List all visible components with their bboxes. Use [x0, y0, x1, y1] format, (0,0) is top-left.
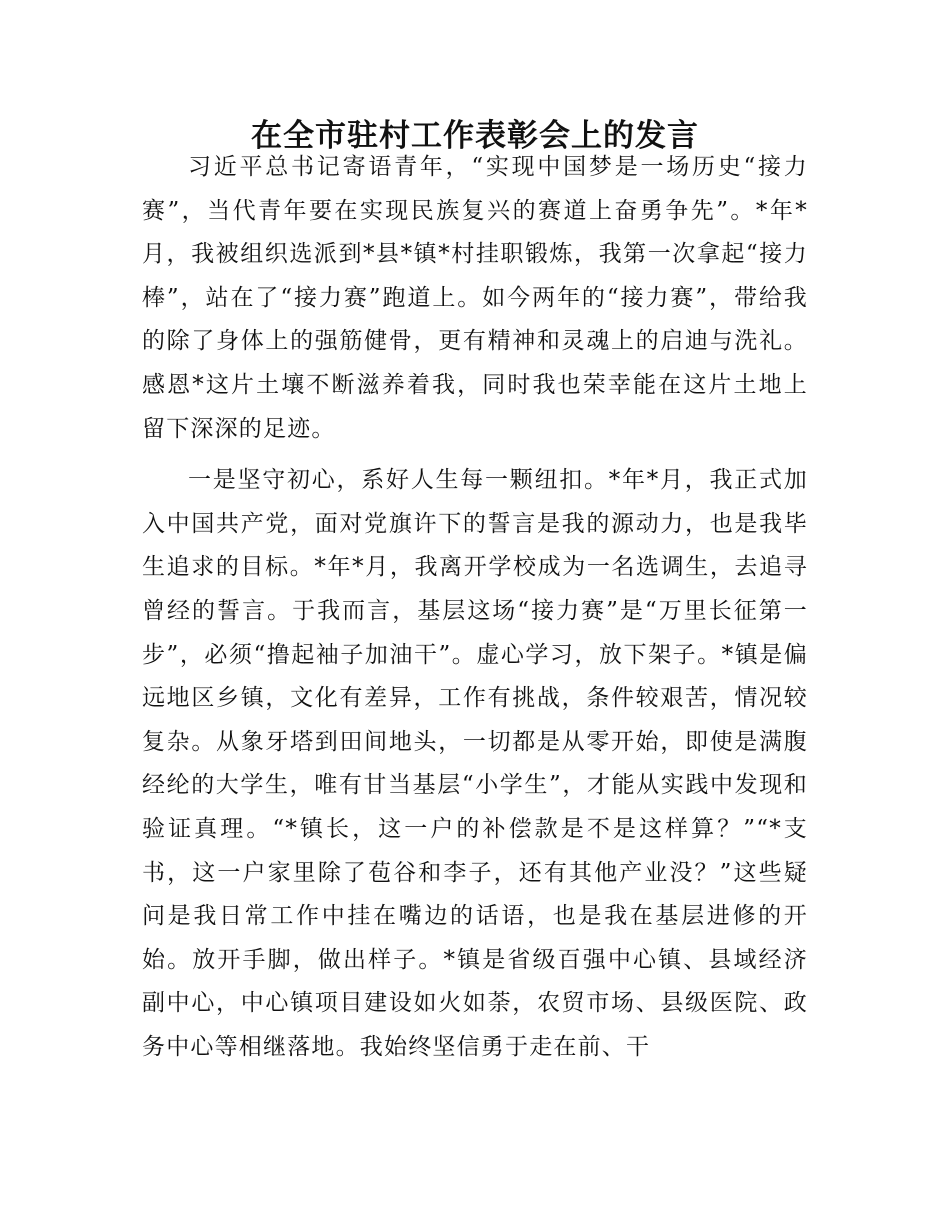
- paragraph-first-point: 一是坚守初心，系好人生每一颗纽扣。*年*月，我正式加入中国共产党，面对党旗许下的誓言是我的源动力，也是我毕生追求的目标。*年*月，我离开学校成为一名选调生，去追寻曾经的誓言。于我而言，基层这场“接力赛”是“万里长征第一步”，必须“撸起袖子加油干”。虚心学习，放下架子。*镇是偏远地区乡镇，文化有差异，工作有挑战，条件较艰苦，情况较复杂。从象牙塔到田间地头，一切都是从零开始，即使是满腹经纶的大学生，唯有甘当基层“小学生”，才能从实践中发现和验证真理。“*镇长，这一户的补偿款是不是这样算？”“*支书，这一户家里除了苞谷和李子，还有其他产业没？”这些疑问是我日常工作中挂在嘴边的话语，也是我在基层进修的开始。放开手脚，做出样子。*镇是省级百强中心镇、县域经济副中心，中心镇项目建设如火如荼，农贸市场、县级医院、政务中心等相继落地。我始终坚信勇于走在前、干: [142, 467, 808, 1060]
- paragraph-intro: 习近平总书记寄语青年，“实现中国梦是一场历史“接力赛”，当代青年要在实现民族复兴的赛道上奋勇争先”。*年*月，我被组织选派到*县*镇*村挂职锻炼，我第一次拿起“接力棒”，站在了“接力赛”跑道上。如今两年的“接力赛”，带给我的除了身体上的强筋健骨，更有精神和灵魂上的启迪与洗礼。感恩*这片土壤不断滋养着我，同时我也荣幸能在这片土地上留下深深的足迹。: [142, 154, 808, 442]
- document-title: 在全市驻村工作表彰会上的发言: [251, 118, 699, 154]
- document-body: [142, 146, 808, 1069]
